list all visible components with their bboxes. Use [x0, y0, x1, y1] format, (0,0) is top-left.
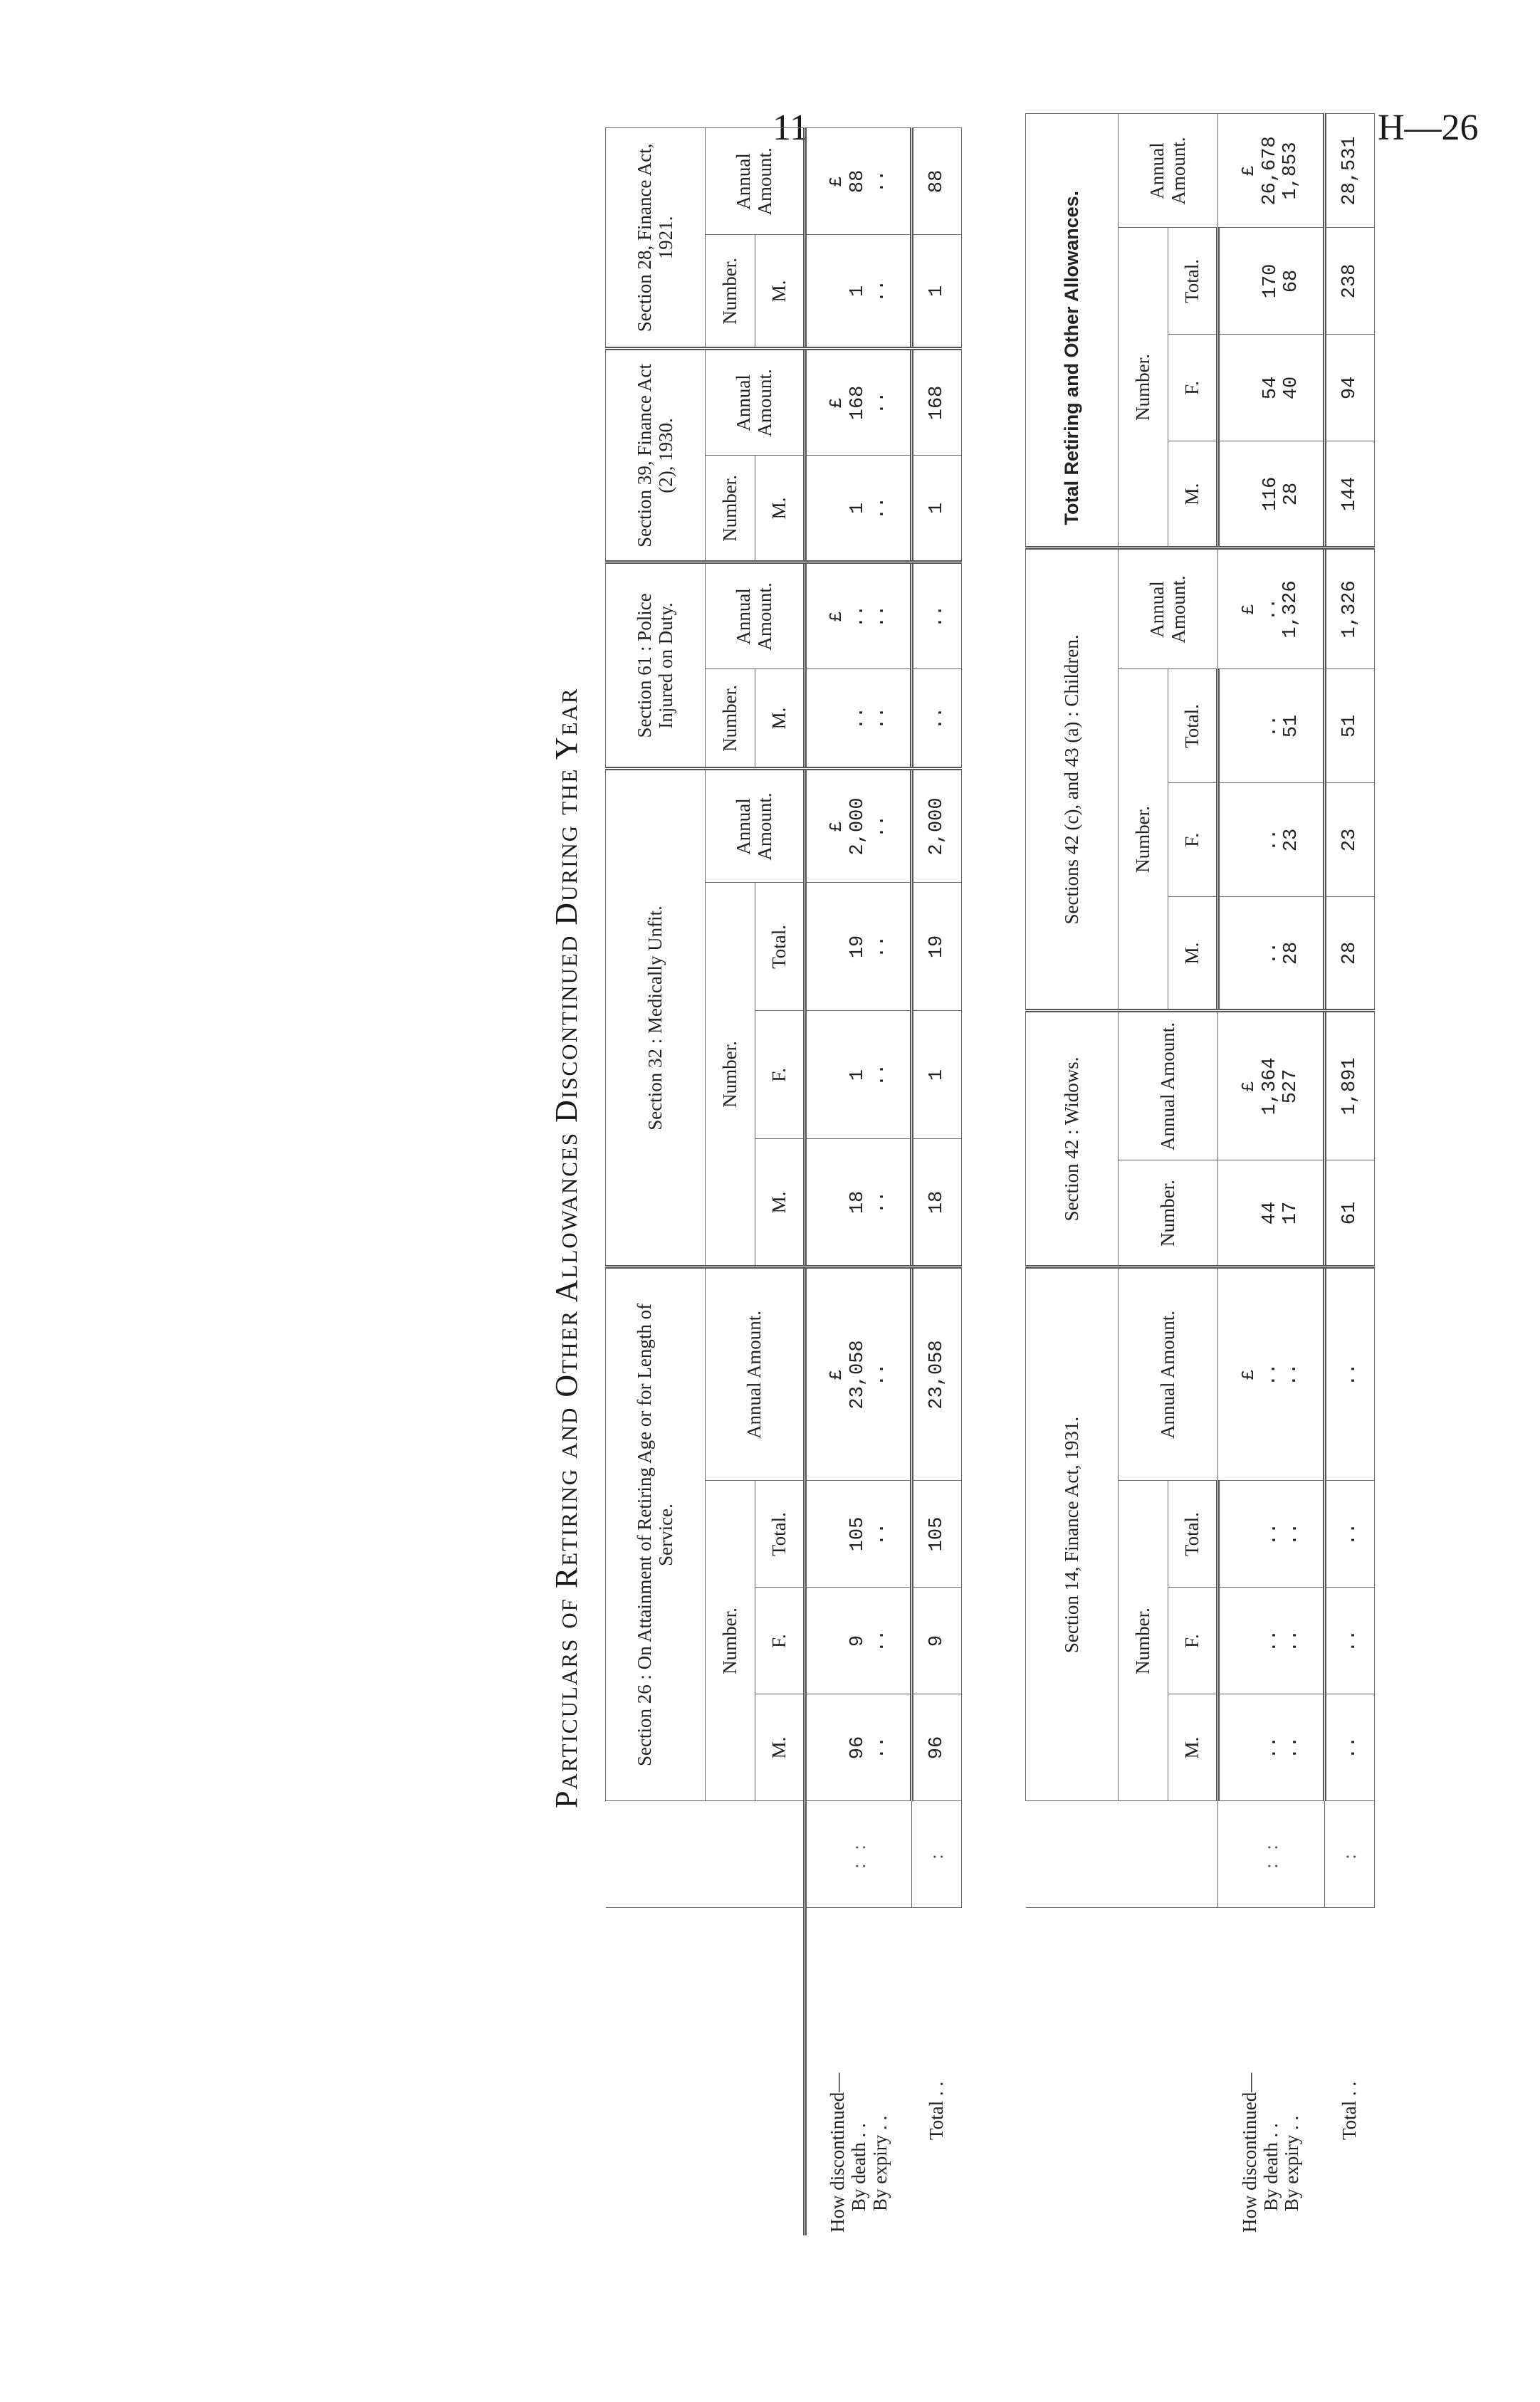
cell-amount: £ .. .. — [805, 562, 912, 669]
cell-amount: £ 26,678 1,853 — [1218, 114, 1325, 228]
total-amount: 23,058 — [912, 1267, 962, 1481]
col-header-f: F. — [755, 1588, 805, 1694]
col-header-total: Total. — [755, 1481, 805, 1588]
total-amount: .. — [912, 562, 962, 669]
col-header-m: M. — [755, 1139, 805, 1267]
col-header-m: M. — [1168, 1694, 1218, 1801]
number-header: Number. — [706, 883, 755, 1267]
annual-amount-header: Annual Amount. — [1119, 548, 1218, 669]
total-value: 96 — [912, 1694, 962, 1801]
group-header-s28: Section 28, Finance Act, 1921. — [606, 128, 706, 349]
annual-amount-header: Annual Amount. — [706, 349, 805, 456]
row-label-discontinued — [805, 1908, 912, 2235]
annual-amount-header: Annual Amount. — [1119, 1011, 1218, 1160]
col-header-total: Total. — [1168, 228, 1218, 335]
col-header-f: F. — [755, 1011, 805, 1139]
row-label-discontinued — [1218, 1908, 1325, 2235]
cell-value: 1 .. — [805, 1011, 912, 1139]
leader-dots: : : — [805, 1801, 912, 1908]
total-amount: .. — [1325, 1267, 1375, 1481]
col-header-m: M. — [1168, 897, 1218, 1011]
cell-value: 9 .. — [805, 1588, 912, 1694]
total-amount: 1,326 — [1325, 548, 1375, 669]
row-label-header-cell — [606, 1908, 805, 2235]
row-label-total: Total . . — [925, 2081, 947, 2140]
number-header: Number. — [1119, 1160, 1218, 1267]
leader-dots: : — [912, 1801, 962, 1908]
annual-amount-header: Annual Amount. — [706, 1267, 805, 1481]
allowances-table-upper — [605, 127, 962, 2235]
cell-value: 54 40 — [1218, 335, 1325, 441]
cell-value: .. 51 — [1218, 669, 1325, 783]
document-reference: H—26 — [1378, 107, 1479, 148]
page-title: Particulars of Retiring and Other Allowances Discontinued During the Year — [549, 687, 584, 1808]
total-amount: 1,891 — [1325, 1011, 1375, 1160]
cell-amount: £ 88 .. — [805, 128, 912, 235]
total-value: .. — [1325, 1588, 1375, 1694]
number-header: Number. — [706, 669, 755, 769]
group-header-s39: Section 39, Finance Act (2), 1930. — [606, 349, 706, 562]
number-header: Number. — [706, 235, 755, 349]
how-discontinued-label: How discontinued— — [1238, 2072, 1260, 2233]
total-value: 51 — [1325, 669, 1375, 783]
allowances-table-lower — [1025, 113, 1375, 2235]
total-value: 1 — [912, 456, 962, 562]
group-header-s42c: Sections 42 (c), and 43 (a) : Children. — [1026, 548, 1119, 1011]
number-header: Number. — [1119, 228, 1168, 548]
total-amount: 28,531 — [1325, 114, 1375, 228]
cell-value: .. .. — [1218, 1588, 1325, 1694]
leader-dots: : : — [1218, 1801, 1325, 1908]
total-value: 1 — [912, 1011, 962, 1139]
col-header-m: M. — [755, 456, 805, 562]
annual-amount-header: Annual Amount. — [1119, 114, 1218, 228]
total-value: 94 — [1325, 335, 1375, 441]
by-death-label: By death . . — [847, 2123, 869, 2211]
total-amount: 88 — [912, 128, 962, 235]
annual-amount-header: Annual Amount. — [1119, 1267, 1218, 1481]
cell-amount: £ .. 1,326 — [1218, 548, 1325, 669]
cell-value: .. .. — [1218, 1694, 1325, 1801]
rotated-sheet — [313, 100, 1467, 2235]
group-header-s42: Section 42 : Widows. — [1026, 1011, 1119, 1267]
by-expiry-label: By expiry . . — [1281, 2115, 1303, 2211]
group-header-total-allowances: Total Retiring and Other Allowances. — [1026, 114, 1119, 548]
cell-amount: £ 2,000 .. — [805, 769, 912, 883]
total-amount: 168 — [912, 349, 962, 456]
cell-value: 170 68 — [1218, 228, 1325, 335]
total-value: 9 — [912, 1588, 962, 1694]
cell-amount: £ .. .. — [1218, 1267, 1325, 1481]
col-header-m: M. — [755, 669, 805, 769]
col-header-m: M. — [1168, 441, 1218, 548]
group-header-s32: Section 32 : Medically Unfit. — [606, 769, 706, 1267]
group-header-s14: Section 14, Finance Act, 1931. — [1026, 1267, 1119, 1801]
total-value: 23 — [1325, 783, 1375, 897]
col-header-m: M. — [755, 235, 805, 349]
cell-value: 19 .. — [805, 883, 912, 1011]
col-header-total: Total. — [755, 883, 805, 1011]
number-header: Number. — [706, 1481, 755, 1801]
cell-value: .. .. — [1218, 1481, 1325, 1588]
group-header-s61: Section 61 : Police Injured on Duty. — [606, 562, 706, 769]
by-death-label: By death . . — [1259, 2123, 1282, 2211]
cell-amount: £ 168 .. — [805, 349, 912, 456]
group-header-s26: Section 26 : On Attainment of Retiring Age or for Length of Service. — [606, 1267, 706, 1801]
total-amount: 2,000 — [912, 769, 962, 883]
cell-value: 18 .. — [805, 1139, 912, 1267]
col-header-f: F. — [1168, 783, 1218, 897]
cell-value: 44 17 — [1218, 1160, 1325, 1267]
cell-amount: £ 1,364 527 — [1218, 1011, 1325, 1160]
total-value: 61 — [1325, 1160, 1375, 1267]
col-header-f: F. — [1168, 1588, 1218, 1694]
cell-value: 1 .. — [805, 235, 912, 349]
annual-amount-header: Annual Amount. — [706, 769, 805, 883]
cell-value: .. 23 — [1218, 783, 1325, 897]
annual-amount-header: Annual Amount. — [706, 562, 805, 669]
col-header-total: Total. — [1168, 669, 1218, 783]
col-header-m: M. — [755, 1694, 805, 1801]
total-value: .. — [1325, 1694, 1375, 1801]
number-header: Number. — [706, 456, 755, 562]
total-value: 1 — [912, 235, 962, 349]
row-label-total: Total . . — [1338, 2081, 1360, 2140]
cell-value: 1 .. — [805, 456, 912, 562]
total-value: 144 — [1325, 441, 1375, 548]
total-value: 18 — [912, 1139, 962, 1267]
how-discontinued-label: How discontinued— — [827, 2072, 849, 2233]
total-value: 105 — [912, 1481, 962, 1588]
cell-value: 96 .. — [805, 1694, 912, 1801]
by-expiry-label: By expiry . . — [869, 2115, 891, 2211]
cell-value: 116 28 — [1218, 441, 1325, 548]
total-value: 28 — [1325, 897, 1375, 1011]
cell-value: .. .. — [805, 669, 912, 769]
total-value: 238 — [1325, 228, 1375, 335]
number-header: Number. — [1119, 669, 1168, 1011]
number-header: Number. — [1119, 1481, 1168, 1801]
page-number: 11 — [772, 107, 809, 148]
cell-value: .. 28 — [1218, 897, 1325, 1011]
annual-amount-header: Annual Amount. — [706, 128, 805, 235]
cell-amount: £ 23,058 .. — [805, 1267, 912, 1481]
row-label-header-cell — [1026, 1908, 1218, 2235]
col-header-total: Total. — [1168, 1481, 1218, 1588]
leader-dots: : — [1325, 1801, 1375, 1908]
total-value: .. — [1325, 1481, 1375, 1588]
col-header-f: F. — [1168, 335, 1218, 441]
total-value: .. — [912, 669, 962, 769]
total-value: 19 — [912, 883, 962, 1011]
cell-value: 105 .. — [805, 1481, 912, 1588]
